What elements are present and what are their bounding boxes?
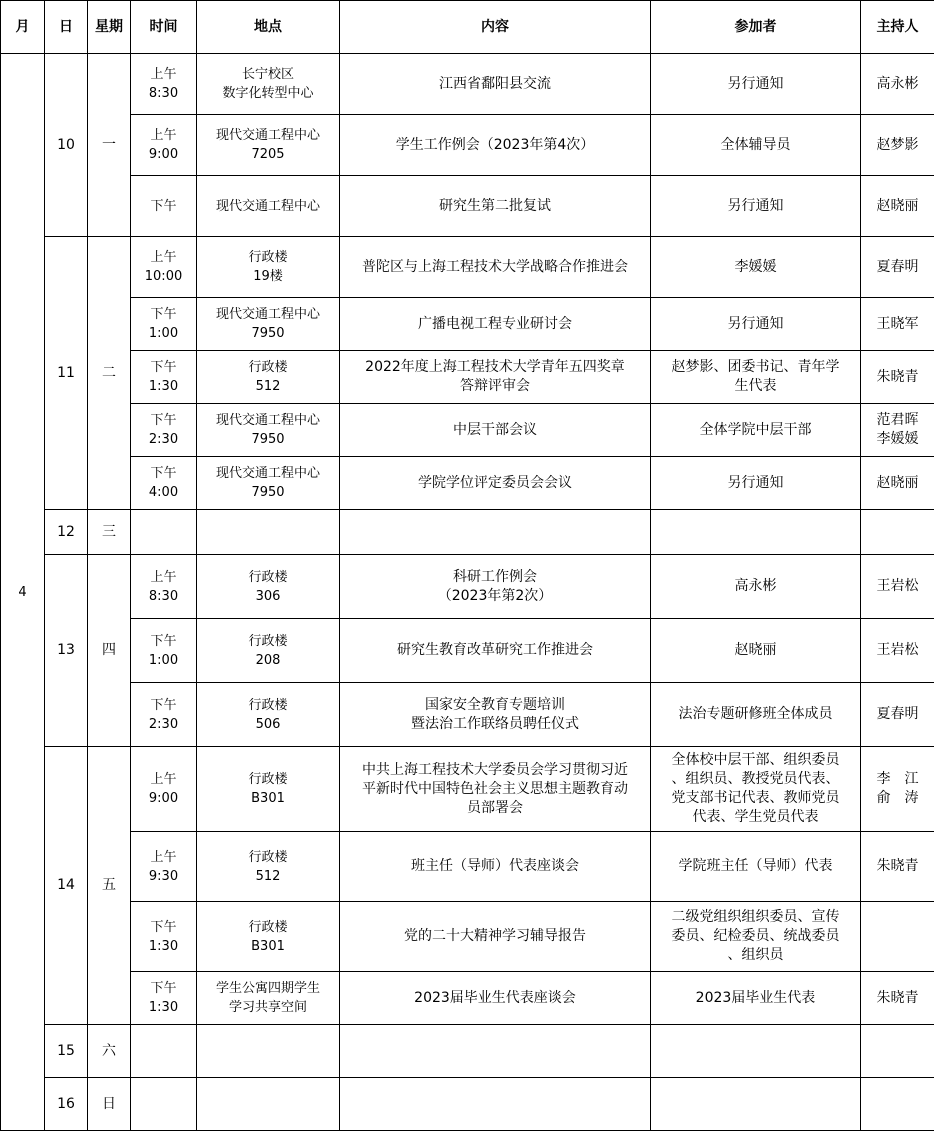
day-cell: 14: [45, 747, 88, 1025]
host-cell: [861, 298, 934, 351]
place-cell: [197, 555, 340, 619]
time-cell: [131, 298, 197, 351]
place-cell-line: 现代交通工程中心: [215, 128, 320, 143]
place-cell: [197, 404, 340, 457]
participants-cell-line: 委员、纪检委员、统战委员: [671, 928, 840, 944]
time-cell: [131, 237, 197, 298]
participants-cell: [651, 972, 861, 1025]
time-cell: [131, 115, 197, 176]
month-cell: 4: [1, 54, 45, 1131]
weekday-cell: 日: [88, 1078, 131, 1131]
participants-cell: [651, 555, 861, 619]
place-cell-line: 长宁校区: [241, 67, 294, 82]
participants-cell-line: 另行通知: [727, 474, 784, 491]
time-cell-line: 1:30: [148, 379, 179, 394]
header-time: 时间: [131, 1, 197, 54]
content-cell: [340, 619, 651, 683]
header-day: 日: [45, 1, 88, 54]
time-cell: [131, 972, 197, 1025]
time-cell: [131, 1078, 197, 1131]
host-cell: [861, 1025, 934, 1078]
host-cell-line: 李媛媛: [876, 431, 919, 447]
content-cell-line: 研究生教育改革研究工作推进会: [397, 642, 593, 658]
host-cell-line: 夏春明: [876, 258, 919, 275]
content-cell-line: 员部署会: [467, 799, 523, 816]
time-cell-line: 9:00: [148, 147, 179, 162]
participants-cell-line: 生代表: [734, 378, 777, 394]
header-place: 地点: [197, 1, 340, 54]
host-cell-line: 高永彬: [876, 75, 919, 92]
time-cell: [131, 404, 197, 457]
time-cell: [131, 902, 197, 972]
host-cell-line: 朱晓青: [876, 368, 919, 385]
time-cell-line: 9:30: [148, 868, 179, 884]
place-cell: [197, 832, 340, 902]
content-cell: [340, 115, 651, 176]
host-cell: [861, 237, 934, 298]
host-cell-line: 朱晓青: [876, 858, 919, 874]
weekday-cell: 一: [88, 54, 131, 237]
time-cell-line: 2:30: [148, 716, 179, 732]
weekday-cell: 二: [88, 237, 131, 510]
time-cell-line: 下午: [150, 919, 177, 935]
content-cell: [340, 237, 651, 298]
place-cell: [197, 351, 340, 404]
content-cell: [340, 176, 651, 237]
place-cell: [197, 298, 340, 351]
place-cell-line: 行政楼: [248, 772, 288, 787]
host-cell: [861, 972, 934, 1025]
content-cell-line: （2023年第2次）: [437, 587, 553, 604]
content-cell: [340, 747, 651, 832]
participants-cell-line: 、组织员、教授党员代表、: [671, 771, 840, 787]
host-cell: [861, 1078, 934, 1131]
host-cell-line: 范君晖: [876, 412, 919, 428]
place-cell-line: 行政楼: [248, 919, 288, 935]
host-cell-line: 俞 涛: [876, 790, 919, 806]
weekday-cell: 五: [88, 747, 131, 1025]
time-cell-line: 上午: [150, 849, 177, 865]
content-cell-line: 班主任（导师）代表座谈会: [411, 858, 579, 874]
place-cell-line: 7950: [251, 326, 285, 341]
participants-cell: [651, 747, 861, 832]
time-cell: [131, 619, 197, 683]
place-cell-line: 7205: [251, 147, 285, 162]
host-cell-line: 赵晓丽: [876, 474, 919, 491]
host-cell: [861, 457, 934, 510]
participants-cell: [651, 457, 861, 510]
time-cell-line: 下午: [150, 198, 177, 214]
day-cell: 13: [45, 555, 88, 747]
day-cell: 11: [45, 237, 88, 510]
content-cell: [340, 457, 651, 510]
time-cell: [131, 555, 197, 619]
host-cell: [861, 902, 934, 972]
time-cell-line: 下午: [150, 633, 177, 649]
content-cell: [340, 555, 651, 619]
time-cell-line: 下午: [150, 307, 177, 322]
host-cell: [861, 54, 934, 115]
place-cell-line: 行政楼: [248, 250, 288, 265]
table-row: [1, 902, 934, 972]
host-cell: [861, 176, 934, 237]
participants-cell-line: 、组织员: [727, 947, 784, 963]
place-cell-line: 512: [255, 868, 281, 884]
participants-cell-line: 学院班主任（导师）代表: [678, 858, 833, 874]
table-row: [1, 972, 934, 1025]
table-row: [1, 54, 934, 115]
time-cell: [131, 457, 197, 510]
place-cell-line: 行政楼: [248, 697, 288, 713]
host-cell: [861, 747, 934, 832]
host-cell-line: 李 江: [876, 771, 919, 787]
time-cell-line: 1:00: [148, 652, 179, 668]
place-cell: [197, 1078, 340, 1131]
table-row: [1, 747, 934, 832]
content-cell-line: 2022年度上海工程技术大学青年五四奖章: [365, 359, 625, 375]
table-row: [1, 1025, 934, 1078]
host-cell: [861, 510, 934, 555]
time-cell-line: 上午: [150, 772, 177, 787]
participants-cell: [651, 351, 861, 404]
time-cell-line: 10:00: [144, 269, 183, 284]
content-cell: [340, 404, 651, 457]
content-cell: [340, 351, 651, 404]
header-weekday: 星期: [88, 1, 131, 54]
participants-cell: [651, 1078, 861, 1131]
participants-cell-line: 全体校中层干部、组织委员: [671, 752, 840, 768]
table-row: [1, 510, 934, 555]
participants-cell-line: 法治专题研修班全体成员: [678, 706, 833, 722]
weekday-cell: 三: [88, 510, 131, 555]
table-row: [1, 404, 934, 457]
host-cell: [861, 351, 934, 404]
participants-cell: [651, 619, 861, 683]
participants-cell-line: 另行通知: [727, 315, 784, 332]
participants-cell-line: 赵晓丽: [734, 642, 777, 658]
participants-cell-line: 另行通知: [727, 197, 784, 214]
content-cell-line: 江西省鄱阳县交流: [439, 75, 551, 92]
table-row: [1, 619, 934, 683]
place-cell: [197, 747, 340, 832]
content-cell: [340, 902, 651, 972]
host-cell: [861, 832, 934, 902]
participants-cell-line: 二级党组织组织委员、宣传: [671, 909, 840, 925]
place-cell-line: B301: [251, 938, 285, 954]
participants-cell: [651, 237, 861, 298]
place-cell-line: B301: [251, 791, 285, 806]
host-cell: [861, 555, 934, 619]
content-cell-line: 广播电视工程专业研讨会: [418, 315, 572, 332]
content-cell-line: 暨法治工作联络员聘任仪式: [411, 715, 579, 732]
place-cell: [197, 1025, 340, 1078]
participants-cell: [651, 115, 861, 176]
time-cell-line: 下午: [150, 360, 177, 375]
place-cell-line: 506: [255, 716, 281, 732]
place-cell-line: 数字化转型中心: [222, 86, 314, 101]
participants-cell: [651, 176, 861, 237]
participants-cell: [651, 404, 861, 457]
table-row: [1, 176, 934, 237]
content-cell-line: 答辩评审会: [460, 378, 530, 394]
time-cell-line: 2:30: [148, 432, 179, 447]
table-row: [1, 457, 934, 510]
table-row: [1, 351, 934, 404]
host-cell-line: 夏春明: [876, 706, 919, 722]
host-cell: [861, 404, 934, 457]
participants-cell-line: 全体学院中层干部: [699, 421, 812, 438]
participants-cell: [651, 54, 861, 115]
host-cell-line: 王岩松: [876, 578, 919, 594]
participants-cell-line: 全体辅导员: [720, 136, 791, 153]
place-cell-line: 现代交通工程中心: [215, 307, 320, 322]
table-row: [1, 555, 934, 619]
time-cell-line: 8:30: [148, 588, 179, 604]
time-cell-line: 下午: [150, 981, 177, 996]
table-row: [1, 832, 934, 902]
place-cell-line: 7950: [251, 485, 285, 500]
content-cell-line: 科研工作例会: [453, 568, 537, 585]
place-cell-line: 行政楼: [248, 849, 288, 865]
header-month: 月: [1, 1, 45, 54]
place-cell-line: 现代交通工程中心: [215, 198, 320, 214]
content-cell: [340, 1078, 651, 1131]
header-content: 内容: [340, 1, 651, 54]
table-row: [1, 298, 934, 351]
time-cell-line: 下午: [150, 413, 177, 428]
time-cell-line: 下午: [150, 466, 177, 481]
header-participants: 参加者: [651, 1, 861, 54]
place-cell-line: 208: [255, 652, 281, 668]
participants-cell: [651, 298, 861, 351]
host-cell: [861, 619, 934, 683]
time-cell-line: 上午: [150, 67, 177, 82]
time-cell-line: 上午: [150, 250, 177, 265]
time-cell: [131, 683, 197, 747]
content-cell: [340, 510, 651, 555]
participants-cell-line: 2023届毕业生代表: [695, 989, 816, 1006]
time-cell: [131, 1025, 197, 1078]
time-cell: [131, 54, 197, 115]
host-cell-line: 朱晓青: [876, 989, 919, 1006]
content-cell-line: 学院学位评定委员会会议: [418, 474, 572, 491]
place-cell: [197, 115, 340, 176]
content-cell-line: 2023届毕业生代表座谈会: [414, 989, 576, 1006]
participants-cell: [651, 832, 861, 902]
participants-cell-line: 李媛媛: [734, 258, 777, 275]
place-cell: [197, 237, 340, 298]
time-cell-line: 上午: [150, 128, 177, 143]
content-cell-line: 学生工作例会（2023年第4次）: [395, 136, 595, 153]
time-cell: [131, 747, 197, 832]
time-cell-line: 1:00: [148, 326, 179, 341]
place-cell: [197, 510, 340, 555]
place-cell-line: 306: [255, 588, 281, 604]
time-cell-line: 1:30: [148, 1000, 179, 1015]
header-row: [1, 1, 934, 54]
host-cell-line: 王岩松: [876, 642, 919, 658]
place-cell: [197, 457, 340, 510]
content-cell-line: 中共上海工程技术大学委员会学习贯彻习近: [362, 761, 628, 778]
content-cell: [340, 683, 651, 747]
table-row: [1, 237, 934, 298]
time-cell-line: 4:00: [148, 485, 179, 500]
content-cell: [340, 832, 651, 902]
header-host: 主持人: [861, 1, 934, 54]
place-cell: [197, 902, 340, 972]
host-cell: [861, 115, 934, 176]
day-cell: 15: [45, 1025, 88, 1078]
table-row: [1, 1078, 934, 1131]
content-cell-line: 平新时代中国特色社会主义思想主题教育动: [362, 780, 628, 797]
time-cell: [131, 832, 197, 902]
place-cell-line: 学习共享空间: [228, 1000, 307, 1015]
table-row: [1, 115, 934, 176]
place-cell-line: 7950: [251, 432, 285, 447]
participants-cell: [651, 902, 861, 972]
content-cell: [340, 972, 651, 1025]
day-cell: 16: [45, 1078, 88, 1131]
content-cell-line: 党的二十大精神学习辅导报告: [404, 928, 586, 944]
place-cell-line: 512: [255, 379, 281, 394]
participants-cell-line: 另行通知: [727, 75, 784, 92]
participants-cell-line: 党支部书记代表、教师党员: [671, 790, 840, 806]
place-cell-line: 行政楼: [248, 633, 288, 649]
content-cell: [340, 1025, 651, 1078]
table-row: [1, 683, 934, 747]
weekday-cell: 四: [88, 555, 131, 747]
time-cell-line: 上午: [150, 569, 177, 585]
content-cell: [340, 54, 651, 115]
time-cell: [131, 351, 197, 404]
place-cell: [197, 54, 340, 115]
participants-cell-line: 赵梦影、团委书记、青年学: [671, 359, 840, 375]
host-cell-line: 王晓军: [876, 315, 919, 332]
content-cell-line: 中层干部会议: [453, 421, 537, 438]
place-cell-line: 现代交通工程中心: [215, 466, 320, 481]
place-cell: [197, 619, 340, 683]
time-cell: [131, 510, 197, 555]
host-cell-line: 赵梦影: [876, 136, 919, 153]
weekday-cell: 六: [88, 1025, 131, 1078]
time-cell-line: 1:30: [148, 938, 179, 954]
place-cell-line: 19楼: [253, 269, 283, 284]
content-cell: [340, 298, 651, 351]
time-cell-line: 下午: [150, 697, 177, 713]
place-cell-line: 现代交通工程中心: [215, 413, 320, 428]
day-cell: 10: [45, 54, 88, 237]
participants-cell: [651, 683, 861, 747]
host-cell: [861, 683, 934, 747]
time-cell-line: 9:00: [148, 791, 179, 806]
participants-cell-line: 代表、学生党员代表: [692, 809, 819, 825]
place-cell: [197, 176, 340, 237]
place-cell: [197, 972, 340, 1025]
time-cell: [131, 176, 197, 237]
content-cell-line: 国家安全教育专题培训: [425, 696, 565, 713]
place-cell: [197, 683, 340, 747]
content-cell-line: 研究生第二批复试: [439, 197, 551, 214]
place-cell-line: 学生公寓四期学生: [215, 981, 320, 996]
content-cell-line: 普陀区与上海工程技术大学战略合作推进会: [362, 258, 628, 275]
place-cell-line: 行政楼: [248, 360, 288, 375]
participants-cell: [651, 510, 861, 555]
place-cell-line: 行政楼: [248, 569, 288, 585]
host-cell-line: 赵晓丽: [876, 197, 919, 214]
time-cell-line: 8:30: [148, 86, 179, 101]
participants-cell-line: 高永彬: [734, 578, 777, 594]
day-cell: 12: [45, 510, 88, 555]
participants-cell: [651, 1025, 861, 1078]
